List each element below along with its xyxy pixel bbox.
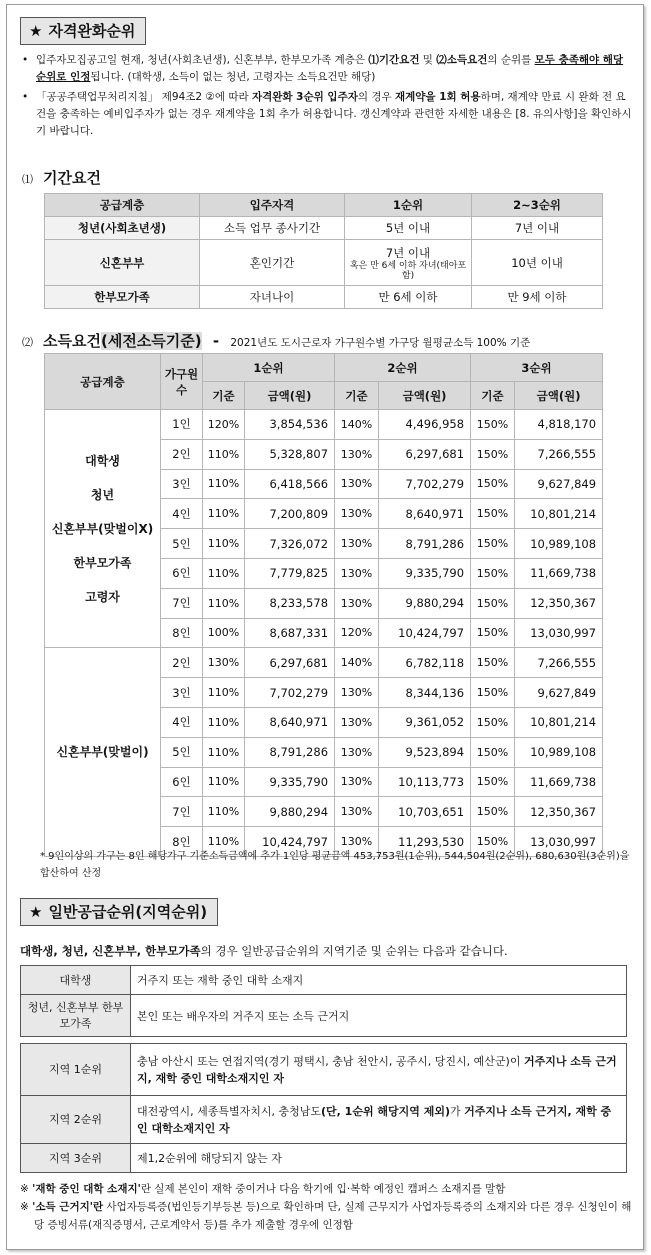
pct-cell: 130%	[335, 499, 379, 529]
bullet-item-2	[22, 89, 634, 140]
bullet-item-1	[22, 52, 634, 86]
star-icon: ★	[29, 903, 43, 921]
region-rank-key: 지역 1순위	[21, 1044, 131, 1096]
criteria-key: 청년, 신혼부부 한부모가족	[21, 995, 131, 1037]
pct-cell: 130%	[335, 797, 379, 827]
table-header-row	[45, 194, 603, 217]
region-rank-value	[131, 1096, 627, 1144]
income-heading	[22, 330, 530, 351]
header-rank2: 2순위	[335, 354, 471, 382]
table-row	[45, 240, 603, 286]
members-cell: 2인	[161, 439, 203, 469]
section-title-text: 자격완화순위	[48, 22, 136, 40]
header-std: 기준	[471, 382, 515, 410]
note-bold: '재학 중인 대학 소재지'	[32, 1183, 141, 1195]
text: 의 경우	[357, 91, 395, 103]
pct-cell: 150%	[471, 588, 515, 618]
pct-cell: 150%	[471, 678, 515, 708]
text: 의 순위를	[487, 54, 535, 66]
note-bold: '소득 근거지'란	[32, 1201, 104, 1213]
pct-cell: 110%	[203, 529, 245, 559]
rank23-cell: 7년 이내	[472, 217, 603, 240]
amount-cell: 12,350,367	[515, 797, 603, 827]
period-table	[44, 193, 603, 309]
group-label-line: 대학생	[85, 453, 120, 468]
pct-cell: 110%	[203, 558, 245, 588]
pct-cell: 120%	[203, 410, 245, 440]
pct-cell: 110%	[203, 499, 245, 529]
table-row	[21, 995, 627, 1037]
members-cell: 6인	[161, 558, 203, 588]
amount-cell: 6,297,681	[379, 439, 471, 469]
criteria-value: 본인 또는 배우자의 거주지 또는 소득 근거지	[131, 995, 627, 1037]
note-text: 사업자등록증(법인등기부등본 등)으로 확인하며 단, 실제 근무지가 사업자등록증의 소재지와 다른 경우 신청인이 해당 증빙서류(재직증명서, 근로계약서 등)를 추가 제출할 경우에 인정함	[34, 1201, 632, 1231]
amount-cell: 7,326,072	[245, 529, 335, 559]
rank23-cell: 만 9세 이하	[472, 286, 603, 309]
amount-cell: 8,791,286	[245, 737, 335, 767]
qual-cell: 혼인기간	[200, 240, 345, 286]
amount-cell: 11,669,738	[515, 767, 603, 797]
heading-dash: -	[212, 332, 220, 350]
members-cell: 7인	[161, 588, 203, 618]
header-members: 가구원수	[161, 354, 203, 410]
criteria-key: 대학생	[21, 966, 131, 995]
pct-cell: 140%	[335, 648, 379, 678]
text: 가	[450, 1104, 465, 1118]
table-row	[21, 1044, 627, 1096]
text: 재계약을 1회 허용	[394, 91, 481, 103]
amount-cell: 7,702,279	[379, 469, 471, 499]
amount-cell: 10,703,651	[379, 797, 471, 827]
amount-cell: 7,266,555	[515, 648, 603, 678]
pct-cell: 150%	[471, 618, 515, 648]
text: 충남 아산시 또는 연접지역(경기 평택시, 충남 천안시, 공주시, 당진시, 예산군)이	[137, 1054, 524, 1068]
amount-cell: 9,361,052	[379, 707, 471, 737]
pct-cell: 120%	[335, 618, 379, 648]
heading-note: 2021년도 도시근로자 가구원수별 가구당 월평균소득 100% 기준	[230, 337, 531, 349]
rank1-cell: 만 6세 이하	[345, 286, 472, 309]
intro-rest: 의 경우 일반공급순위의 지역기준 및 순위는 다음과 같습니다.	[200, 944, 508, 958]
header-amount: 금액(원)	[515, 382, 603, 410]
amount-cell: 9,627,849	[515, 469, 603, 499]
text: 자격완화 3순위 입주자	[251, 91, 358, 103]
text: 모두 충족해야 해당 순위로 인정	[36, 54, 624, 83]
members-cell: 5인	[161, 737, 203, 767]
members-cell: 2인	[161, 648, 203, 678]
amount-cell: 8,344,136	[379, 678, 471, 708]
pct-cell: 150%	[471, 439, 515, 469]
text: 대전광역시, 세종특별자치시, 충청남도	[137, 1104, 322, 1118]
text: 「공공주택업무처리지침」 제94조2 ②에 따라	[36, 91, 252, 103]
heading-number: ⑵	[22, 336, 33, 349]
text: (단, 1순위 해당지역 제외)	[321, 1104, 451, 1118]
members-cell: 8인	[161, 618, 203, 648]
header-std: 기준	[203, 382, 245, 410]
group-label-line: 신혼부부(맞벌이)	[56, 745, 149, 760]
header-amount: 금액(원)	[245, 382, 335, 410]
rank1-note: 혹은 만 6세 이하 자녀(태아포함)	[349, 260, 467, 281]
text: 하며, 재계약 만료 시 완화 전 요건을 충족하는 예비입주자가 없는 경우 재계약을 1회 추가 허용합니다. 갱신계약과 관련한 자세한 내용은 [8. 유의사항]을 확인하시기 바랍니다.	[36, 91, 632, 137]
amount-cell: 12,350,367	[515, 588, 603, 618]
amount-cell: 3,854,536	[245, 410, 335, 440]
header-rank3: 3순위	[471, 354, 603, 382]
pct-cell: 130%	[335, 558, 379, 588]
table-row	[21, 1096, 627, 1144]
pct-cell: 110%	[203, 469, 245, 499]
amount-cell: 7,200,809	[245, 499, 335, 529]
pct-cell: 150%	[471, 469, 515, 499]
amount-cell: 7,779,825	[245, 558, 335, 588]
rank1-cell	[345, 240, 472, 286]
text: 입주자모집공고일 현재, 청년(사회초년생), 신혼부부, 한부모가족 계층은	[36, 54, 369, 66]
table-header-row	[45, 354, 603, 382]
members-cell: 4인	[161, 499, 203, 529]
pct-cell: 150%	[471, 558, 515, 588]
region-rank-value: 제1,2순위에 해당되지 않는 자	[131, 1144, 627, 1173]
header-cell: 2~3순위	[472, 194, 603, 217]
amount-cell: 4,496,958	[379, 410, 471, 440]
rank1-cell: 5년 이내	[345, 217, 472, 240]
group-label-line: 한부모가족	[73, 555, 132, 570]
amount-cell: 7,702,279	[245, 678, 335, 708]
income-group-a	[45, 410, 603, 648]
pct-cell: 110%	[203, 707, 245, 737]
region-rank-key: 지역 2순위	[21, 1096, 131, 1144]
amount-cell: 11,669,738	[515, 558, 603, 588]
note-1	[20, 1180, 632, 1198]
pct-cell: 150%	[471, 707, 515, 737]
header-cell: 공급계층	[45, 194, 200, 217]
amount-cell: 13,030,997	[515, 618, 603, 648]
qual-cell: 소득 업무 종사기간	[200, 217, 345, 240]
pct-cell: 130%	[335, 529, 379, 559]
period-heading	[22, 167, 101, 188]
pct-cell: 110%	[203, 797, 245, 827]
amount-cell: 8,687,331	[245, 618, 335, 648]
region-rank-value	[131, 1044, 627, 1096]
text: 거주지나 소득 근거지, 재학 중인 대학소재지인 자	[137, 1104, 612, 1135]
amount-cell: 6,297,681	[245, 648, 335, 678]
pct-cell: 130%	[335, 469, 379, 499]
pct-cell: 150%	[471, 827, 515, 857]
amount-cell: 9,523,894	[379, 737, 471, 767]
header-amount: 금액(원)	[379, 382, 471, 410]
group-label-cell	[45, 648, 161, 857]
table-row	[21, 966, 627, 995]
header-cell: 입주자격	[200, 194, 345, 217]
regional-notes	[20, 1180, 632, 1234]
pct-cell: 150%	[471, 737, 515, 767]
text: ⑵소득요건	[436, 54, 488, 66]
group-label-line: 고령자	[85, 589, 120, 604]
pct-cell: 100%	[203, 618, 245, 648]
pct-cell: 150%	[471, 499, 515, 529]
star-icon: ★	[29, 22, 43, 40]
pct-cell: 110%	[203, 678, 245, 708]
pct-cell: 110%	[203, 588, 245, 618]
income-group-b	[45, 648, 603, 857]
amount-cell: 8,233,578	[245, 588, 335, 618]
table-row	[45, 286, 603, 309]
pct-cell: 130%	[335, 588, 379, 618]
members-cell: 1인	[161, 410, 203, 440]
members-cell: 6인	[161, 767, 203, 797]
section-title-qualification	[20, 17, 146, 45]
pct-cell: 150%	[471, 797, 515, 827]
members-cell: 5인	[161, 529, 203, 559]
region-rank-key: 지역 3순위	[21, 1144, 131, 1173]
note-text: 란 실제 본인이 재학 중이거나 다음 학기에 입·복학 예정인 캠퍼스 소재지를 말함	[140, 1183, 506, 1195]
amount-cell: 4,818,170	[515, 410, 603, 440]
amount-cell: 10,801,214	[515, 707, 603, 737]
pct-cell: 130%	[335, 678, 379, 708]
pct-cell: 110%	[203, 827, 245, 857]
members-cell: 7인	[161, 797, 203, 827]
pct-cell: 110%	[203, 737, 245, 767]
pct-cell: 150%	[471, 410, 515, 440]
header-cell: 1순위	[345, 194, 472, 217]
amount-cell: 13,030,997	[515, 827, 603, 857]
heading-text: 기간요건	[43, 169, 101, 187]
pct-cell: 130%	[335, 737, 379, 767]
pct-cell: 130%	[335, 439, 379, 469]
header-group: 공급계층	[45, 354, 161, 410]
amount-cell: 8,791,286	[379, 529, 471, 559]
amount-cell: 10,989,108	[515, 737, 603, 767]
criteria-table	[20, 965, 627, 1037]
pct-cell: 150%	[471, 767, 515, 797]
group-label-line: 청년	[90, 487, 115, 502]
note-2	[20, 1198, 632, 1234]
amount-cell: 8,640,971	[245, 707, 335, 737]
amount-cell: 11,293,530	[379, 827, 471, 857]
section-title-text: 일반공급순위(지역순위)	[48, 903, 208, 921]
group-label-cell	[45, 410, 161, 648]
pct-cell: 150%	[471, 648, 515, 678]
table-row	[45, 648, 603, 678]
amount-cell: 5,328,807	[245, 439, 335, 469]
amount-cell: 9,335,790	[245, 767, 335, 797]
section-title-regional	[20, 898, 218, 926]
amount-cell: 6,782,118	[379, 648, 471, 678]
pct-cell: 140%	[335, 410, 379, 440]
amount-cell: 8,640,971	[379, 499, 471, 529]
amount-cell: 9,880,294	[245, 797, 335, 827]
intro-bold: 대학생, 청년, 신혼부부, 한부모가족	[20, 944, 201, 958]
heading-text: 소득요건	[43, 332, 101, 350]
amount-cell: 10,801,214	[515, 499, 603, 529]
income-table	[44, 353, 603, 857]
group-cell: 한부모가족	[45, 286, 200, 309]
members-cell: 3인	[161, 678, 203, 708]
table-row	[45, 217, 603, 240]
pct-cell: 130%	[335, 707, 379, 737]
text: 거주지나 소득 근거지, 재학 중인 대학소재지인 자	[137, 1054, 617, 1085]
text: 됩니다. (대학생, 소득이 없는 청년, 고령자는 소득요건만 해당)	[90, 71, 376, 83]
qual-cell: 자녀나이	[200, 286, 345, 309]
note-mark: ※	[20, 1183, 33, 1195]
bullet-list	[22, 52, 634, 143]
text: ⑴기간요건	[368, 54, 420, 66]
group-cell: 신혼부부	[45, 240, 200, 286]
group-cell: 청년(사회초년생)	[45, 217, 200, 240]
amount-cell: 10,989,108	[515, 529, 603, 559]
pct-cell: 130%	[203, 648, 245, 678]
income-footnote: * 9인이상의 가구는 8인 해당가구 기준소득금액에 추가 1인당 평균금액 453,753원(1순위), 544,504원(2순위), 680,630원(3순위)을 합산하여 산정	[40, 851, 630, 879]
heading-highlight: (세전소득기준)	[100, 332, 202, 350]
pct-cell: 130%	[335, 827, 379, 857]
text: 및	[419, 54, 437, 66]
members-cell: 4인	[161, 707, 203, 737]
rank23-cell: 10년 이내	[472, 240, 603, 286]
members-cell: 3인	[161, 469, 203, 499]
pct-cell: 110%	[203, 767, 245, 797]
amount-cell: 6,418,566	[245, 469, 335, 499]
pct-cell: 110%	[203, 439, 245, 469]
regional-intro	[20, 943, 508, 959]
amount-cell: 9,627,849	[515, 678, 603, 708]
note-mark: ※	[20, 1201, 33, 1213]
amount-cell: 9,880,294	[379, 588, 471, 618]
amount-cell: 10,424,797	[379, 618, 471, 648]
table-row	[21, 1144, 627, 1173]
rank1-value: 7년 이내	[385, 245, 431, 260]
members-cell: 8인	[161, 827, 203, 857]
pct-cell: 150%	[471, 529, 515, 559]
header-rank1: 1순위	[203, 354, 335, 382]
amount-cell: 9,335,790	[379, 558, 471, 588]
region-rank-table	[20, 1043, 627, 1173]
amount-cell: 10,113,773	[379, 767, 471, 797]
header-std: 기준	[335, 382, 379, 410]
criteria-value: 거주지 또는 재학 중인 대학 소재지	[131, 966, 627, 995]
heading-number: ⑴	[22, 173, 33, 186]
amount-cell: 7,266,555	[515, 439, 603, 469]
table-row	[45, 410, 603, 440]
amount-cell: 10,424,797	[245, 827, 335, 857]
pct-cell: 130%	[335, 767, 379, 797]
group-label-line: 신혼부부(맞벌이X)	[51, 521, 154, 536]
